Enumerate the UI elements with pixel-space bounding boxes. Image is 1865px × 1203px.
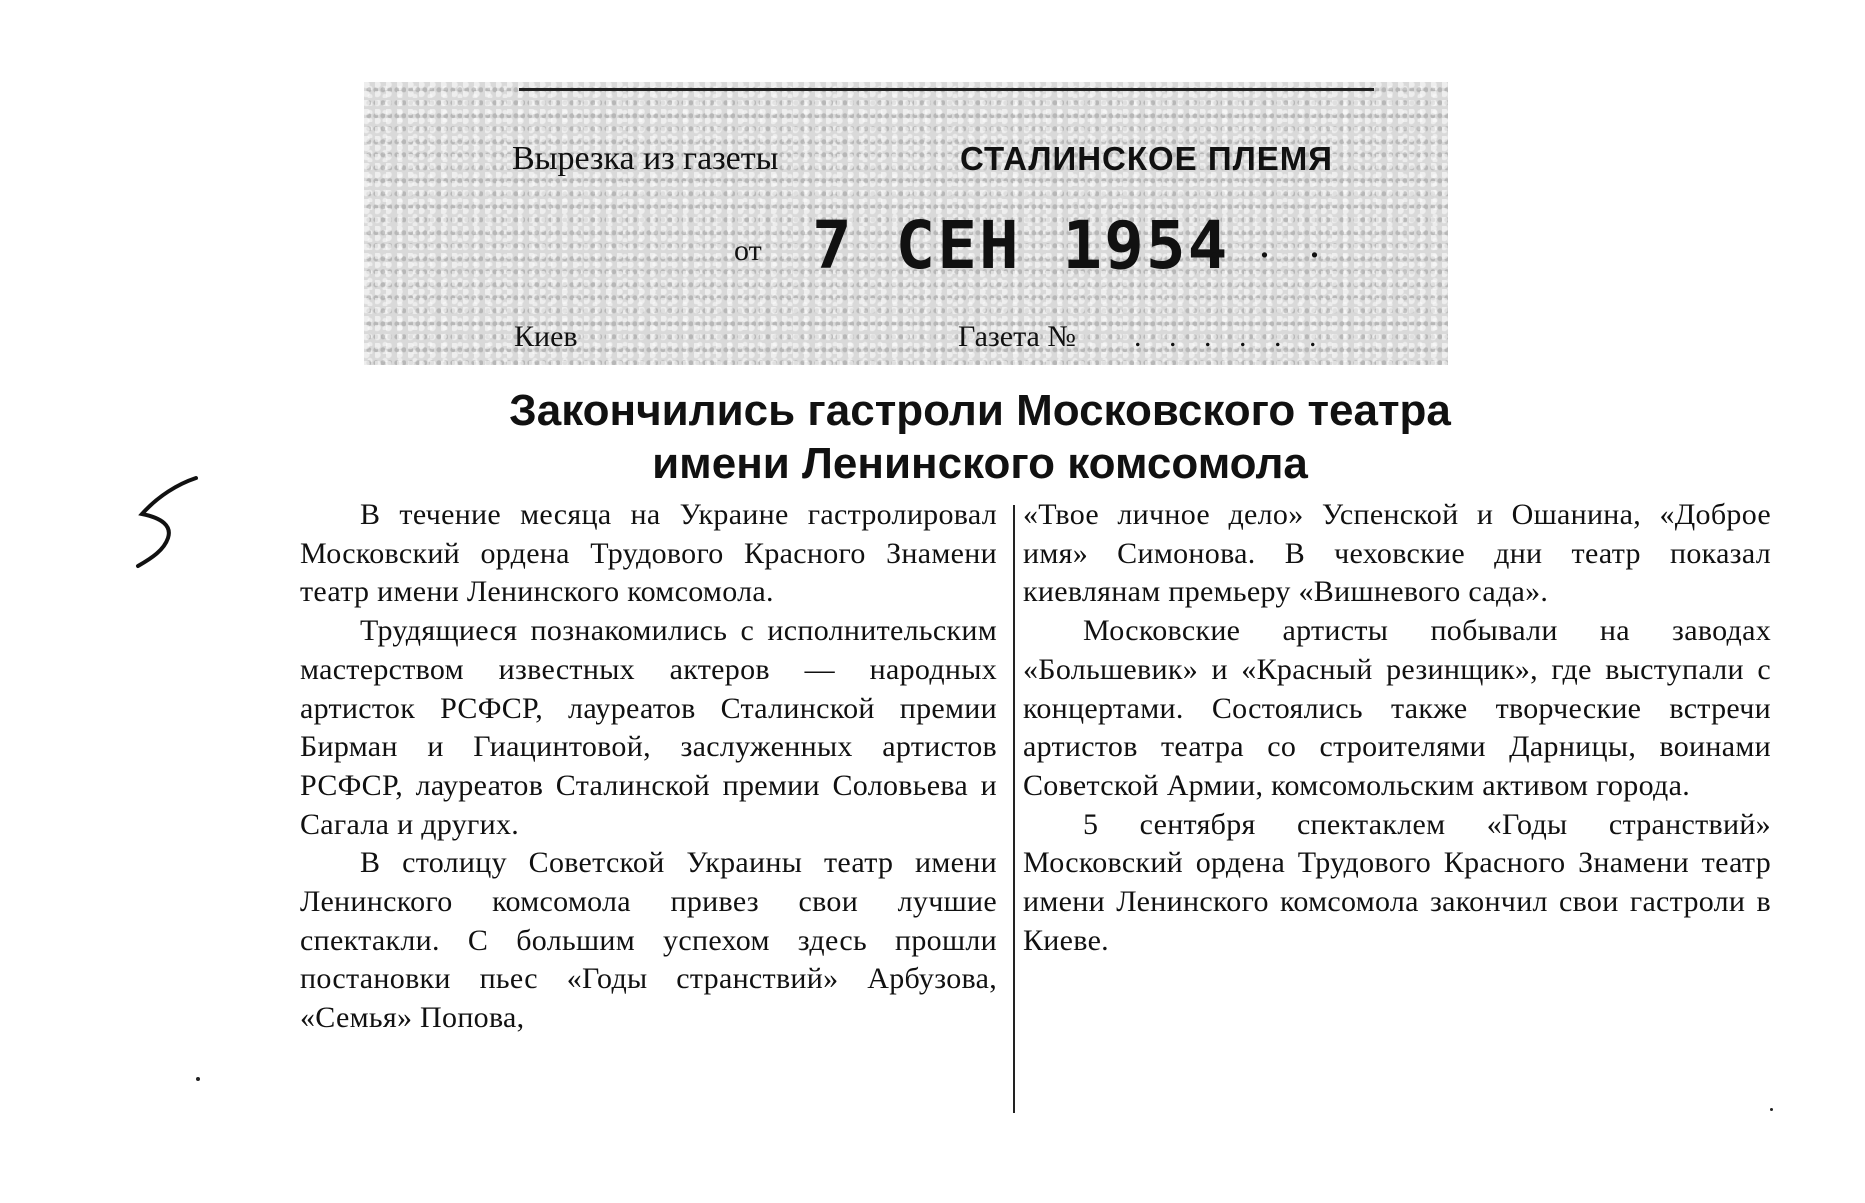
stamp-top-rule: [519, 88, 1374, 91]
paragraph: «Твое личное дело» Успенской и Ошанина, «Доброе имя» Симонова. В чеховские дни театр показал киевлянам премьеру «Вишневого сада».: [1023, 498, 1771, 609]
article-headline: [380, 384, 1580, 490]
issue-label: Газета №: [958, 320, 1076, 353]
clipping-label: Вырезка из газеты: [512, 140, 779, 177]
headline-line-1: Закончились гастроли Московского театра: [509, 386, 1451, 435]
paragraph: В столицу Советской Украины театр имени Ленинского комсомола привез свои лучшие спектакли. С большим успехом здесь прошли постановки пьес «Годы странствий» Арбузова, «Семья» Попова,: [300, 846, 997, 1035]
article-column-left: [300, 496, 997, 1038]
handwritten-page-number: [128, 470, 208, 590]
clipping-stamp: [364, 82, 1448, 365]
issue-filler: . . . . . .: [1134, 320, 1327, 353]
city-label: Киев: [514, 320, 578, 353]
article-column-right: [1023, 496, 1771, 960]
paragraph: Трудящиеся познакомились с исполнительским мастерством известных актеров — народных артисток РСФСР, лауреатов Сталинской премии Бирман и Гиацинтовой, заслуженных артистов РСФСР, лауреатов Сталинской премии Соловьева и Сагала и других.: [300, 614, 997, 841]
date-filler: . . .: [1209, 218, 1334, 267]
paragraph: В течение месяца на Украине гастролировал Московский ордена Трудового Красного Знамени театр имени Ленинского комсомола.: [300, 498, 997, 609]
paragraph: 5 сентября спектаклем «Годы странствий» Московский ордена Трудового Красного Знамени театр имени Ленинского комсомола закончил свои гастроли в Киеве.: [1023, 807, 1771, 957]
newspaper-name: СТАЛИНСКОЕ ПЛЕМЯ: [960, 140, 1333, 177]
column-divider: [1013, 505, 1015, 1113]
ink-speck: [1770, 1108, 1773, 1111]
date-prefix: от: [734, 234, 762, 267]
headline-line-2: имени Ленинского комсомола: [652, 439, 1308, 488]
date-stamp: 7 СЕН 1954: [812, 207, 1230, 284]
ink-speck: [196, 1077, 200, 1081]
paragraph: Московские артисты побывали на заводах «Большевик» и «Красный резинщик», где выступали с концертами. Состоялись также творческие встречи артистов театра со строителями Дарницы, воинами Советской Армии, комсомольским активом города.: [1023, 614, 1771, 802]
